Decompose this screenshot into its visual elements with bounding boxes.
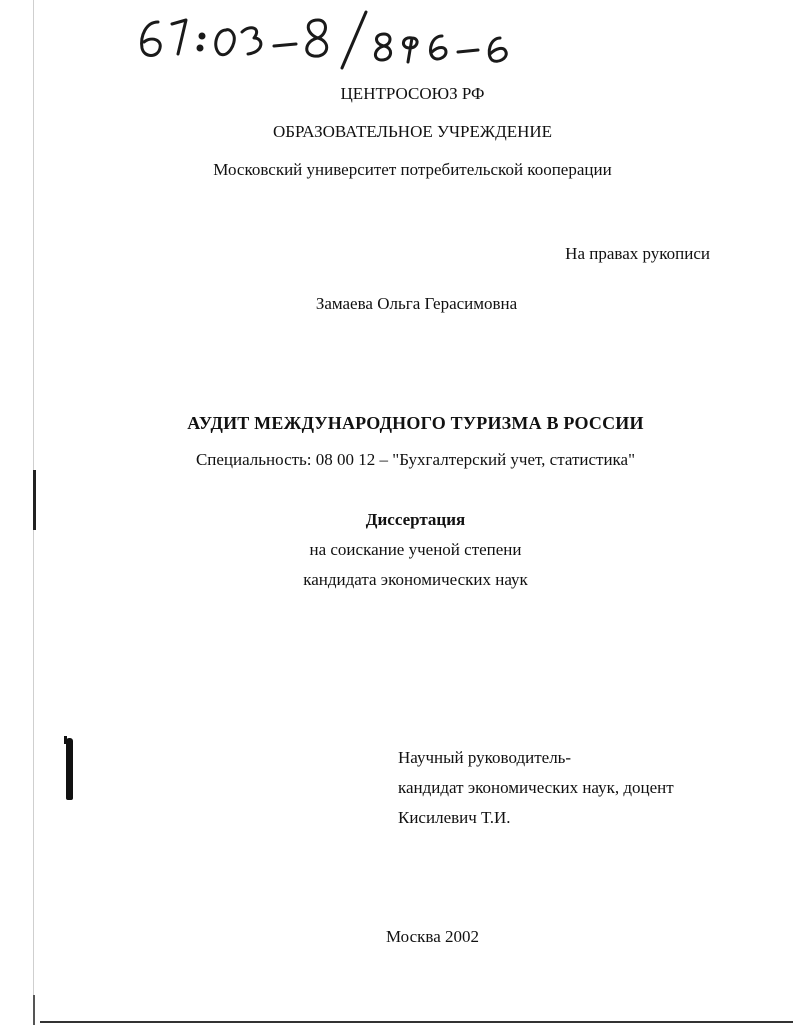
- specialty-line: Специальность: 08 00 12 – "Бухгалтерский учет, статистика": [195, 450, 636, 469]
- degree-line-2: кандидата экономических наук: [303, 570, 528, 589]
- dissertation-title: АУДИТ МЕЖДУНАРОДНОГО ТУРИЗМА В РОССИИ: [187, 413, 644, 433]
- author-name: Замаева Ольга Герасимовна: [315, 294, 518, 313]
- advisor-role: Научный руководитель-: [398, 748, 572, 767]
- handwritten-archive-code: [128, 8, 528, 78]
- place-and-year: Москва 2002: [385, 927, 480, 946]
- organization-name: ЦЕНТРОСОЮЗ РФ: [340, 84, 485, 103]
- scan-bottom-edge: [40, 1021, 793, 1023]
- advisor-credentials: кандидат экономических наук, доцент: [398, 778, 674, 797]
- scan-binding-mark-thick: [66, 738, 73, 800]
- institution-type: ОБРАЗОВАТЕЛЬНОЕ УЧРЕЖДЕНИЕ: [272, 122, 553, 141]
- manuscript-note: На правах рукописи: [565, 244, 710, 263]
- university-name: Московский университет потребительской кооперации: [213, 160, 612, 179]
- dissertation-type: Диссертация: [365, 510, 466, 529]
- degree-line-1: на соискание ученой степени: [309, 540, 522, 559]
- scan-corner-mark: [33, 995, 35, 1025]
- advisor-name: Кисилевич Т.И.: [398, 808, 511, 827]
